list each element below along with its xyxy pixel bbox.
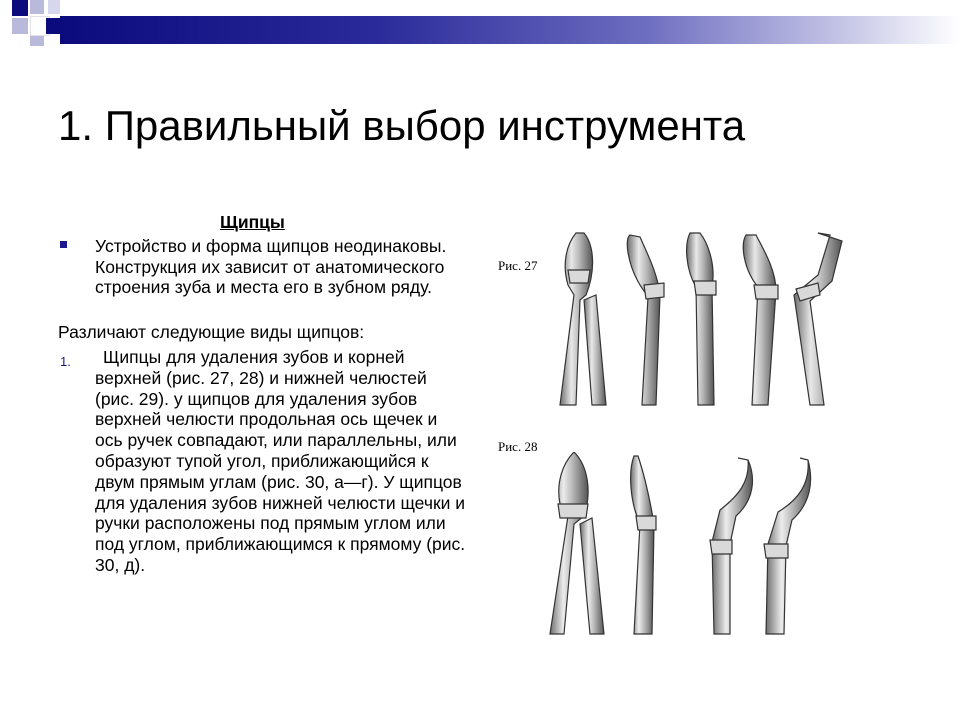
- forceps-27b: [627, 235, 664, 405]
- forceps-28a: [550, 452, 604, 634]
- figure-27-forceps-illustration: [548, 225, 858, 410]
- bullet-paragraph: Устройство и форма щипцов неодинаковы. Конструкция их зависит от анатомического строения зуба и места его в зубном ряду.: [95, 236, 447, 297]
- forceps-28d: [764, 458, 811, 634]
- figure-28-label: Рис. 28: [498, 439, 538, 454]
- forceps-27d: [743, 235, 778, 405]
- decor-square-3: [12, 18, 28, 34]
- decor-square-1: [12, 0, 28, 16]
- header-gradient-bar: [60, 16, 960, 44]
- forceps-27c: [687, 233, 716, 405]
- bullet-square-icon: [60, 241, 67, 248]
- list-number: 1.: [60, 354, 71, 369]
- figure-28-forceps-illustration: [542, 452, 842, 637]
- subheading: Щипцы: [220, 212, 285, 232]
- decor-square-6: [30, 36, 44, 46]
- intro-paragraph: Различают следующие виды щипцов:: [58, 322, 365, 342]
- forceps-27e: [794, 233, 842, 405]
- figure-27-label: Рис. 27: [498, 258, 538, 273]
- forceps-28b: [631, 456, 656, 634]
- slide-title: 1. Правильный выбор инструмента: [58, 102, 746, 149]
- numbered-paragraph: [95, 347, 467, 576]
- numbered-paragraph-text: Щипцы для удаления зубов и корней верхней (рис. 27, 28) и нижней челюстей (рис. 29). у щипцов для удаления зубов верхней челюсти продольная ось щечек и ось ручек совпадают, или параллельны, или образуют тупой угол, приближающийся к двум прямым углам (рис. 30, а—г). У щипцов для удаления зубов нижней челюсти щечки и ручки расположены под прямым углом или под углом, приближающимся к прямому (рис. 30, д).: [95, 347, 466, 575]
- forceps-28c: [710, 458, 752, 634]
- decor-square-2: [30, 0, 44, 14]
- decor-square-7: [48, 0, 60, 14]
- decor-square-5: [46, 18, 60, 34]
- forceps-27a: [560, 233, 606, 405]
